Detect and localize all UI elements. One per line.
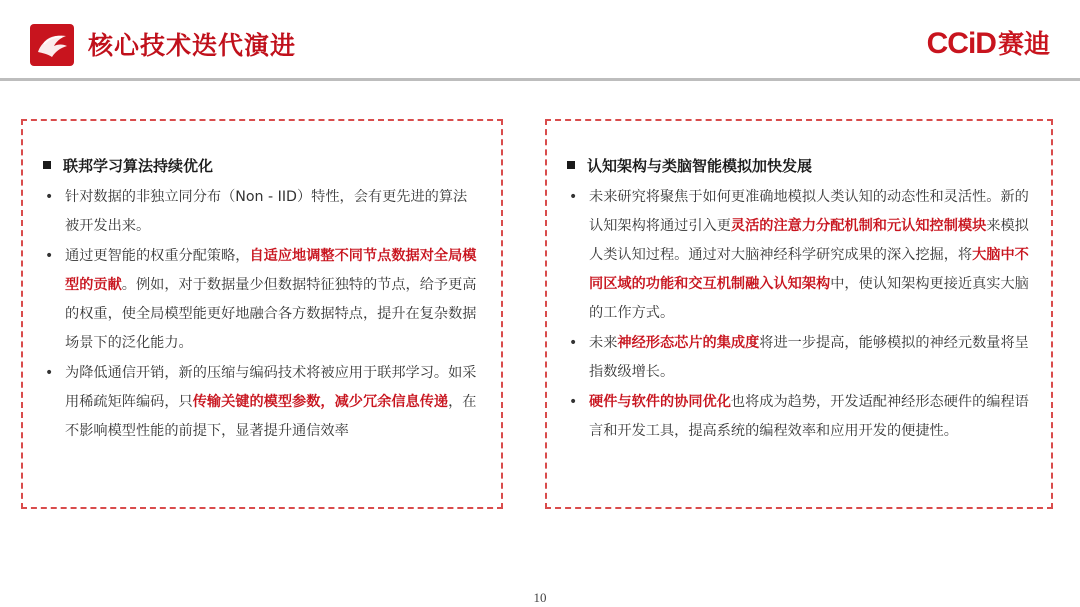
dot-bullet: •: [569, 335, 578, 351]
left-panel-heading: [43, 153, 479, 177]
list-item: [43, 183, 479, 241]
highlight-text: 灵活的注意力分配机制和元认知控制模块: [730, 218, 987, 234]
right-panel-heading: [567, 153, 1029, 177]
highlight-text: 硬件与软件的协同优化: [589, 394, 731, 410]
dot-bullet: •: [45, 365, 54, 381]
header-divider: [0, 78, 1080, 81]
brand-chinese-text: 赛迪: [997, 30, 1050, 60]
item-text: 也将成为趋势，开发适配神经形态硬件的编程语言和开发工具，提高系统的编程效率和应用开发的便捷性。: [589, 394, 1029, 439]
brand-latin-text: CCiD: [926, 27, 996, 60]
slide-header: [0, 0, 1080, 80]
list-item: [567, 388, 1029, 446]
highlight-text: 大脑中不同区域的功能和交互机制融入认知架构: [589, 247, 1029, 292]
item-text: 为降低通信开销，新的压缩与编码技术将被应用于联邦学习。如采用稀疏矩阵编码，只: [65, 365, 477, 410]
item-text: 来模拟人类认知过程。通过对大脑神经科学研究成果的深入挖掘，将: [589, 218, 1029, 263]
item-text: 将进一步提高，能够模拟的神经元数量将呈指数级增长。: [589, 335, 1029, 380]
square-bullet-icon: [43, 161, 51, 169]
right-heading-text: 认知架构与类脑智能模拟加快发展: [587, 156, 813, 175]
highlight-text: 传输关键的模型参数，减少冗余信息传递: [192, 394, 449, 410]
brand-logo: [927, 24, 1050, 61]
list-item: [43, 359, 479, 446]
dot-bullet: •: [569, 394, 578, 410]
left-heading-text: 联邦学习算法持续优化: [63, 156, 214, 175]
right-bullet-list: [567, 183, 1029, 446]
item-text: 未来: [589, 335, 618, 351]
right-panel: [545, 119, 1053, 509]
item-text: 中，使认知架构更接近真实大脑的工作方式。: [589, 276, 1029, 321]
item-text: 针对数据的非独立同分布（Non - IID）特性，会有更先进的算法被开发出来。: [65, 189, 468, 234]
page-number: 10: [533, 590, 547, 605]
item-text: 未来研究将聚焦于如何更准确地模拟人类认知的动态性和灵活性。新的认知架构将通过引入更: [589, 189, 1029, 234]
ccid-bird-logo-icon: [30, 24, 74, 66]
dot-bullet: •: [45, 189, 54, 205]
item-text: 通过更智能的权重分配策略，: [65, 248, 250, 264]
dot-bullet: •: [45, 248, 54, 264]
left-panel: [21, 119, 503, 509]
highlight-text: 神经形态芯片的集成度: [617, 335, 760, 351]
list-item: [43, 242, 479, 358]
left-bullet-list: [43, 183, 479, 446]
dot-bullet: •: [569, 189, 578, 205]
square-bullet-icon: [567, 161, 575, 169]
list-item: [567, 183, 1029, 328]
highlight-text: 自适应地调整不同节点数据对全局模型的贡献: [65, 248, 477, 293]
page-title: 核心技术迭代演进: [88, 31, 297, 60]
list-item: [567, 329, 1029, 387]
item-text: ，在不影响模型性能的前提下，显著提升通信效率: [65, 394, 477, 439]
item-text: 。例如，对于数据量少但数据特征独特的节点，给予更高的权重，使全局模型能更好地融合各方数据特点，提升在复杂数据场景下的泛化能力。: [65, 277, 477, 351]
